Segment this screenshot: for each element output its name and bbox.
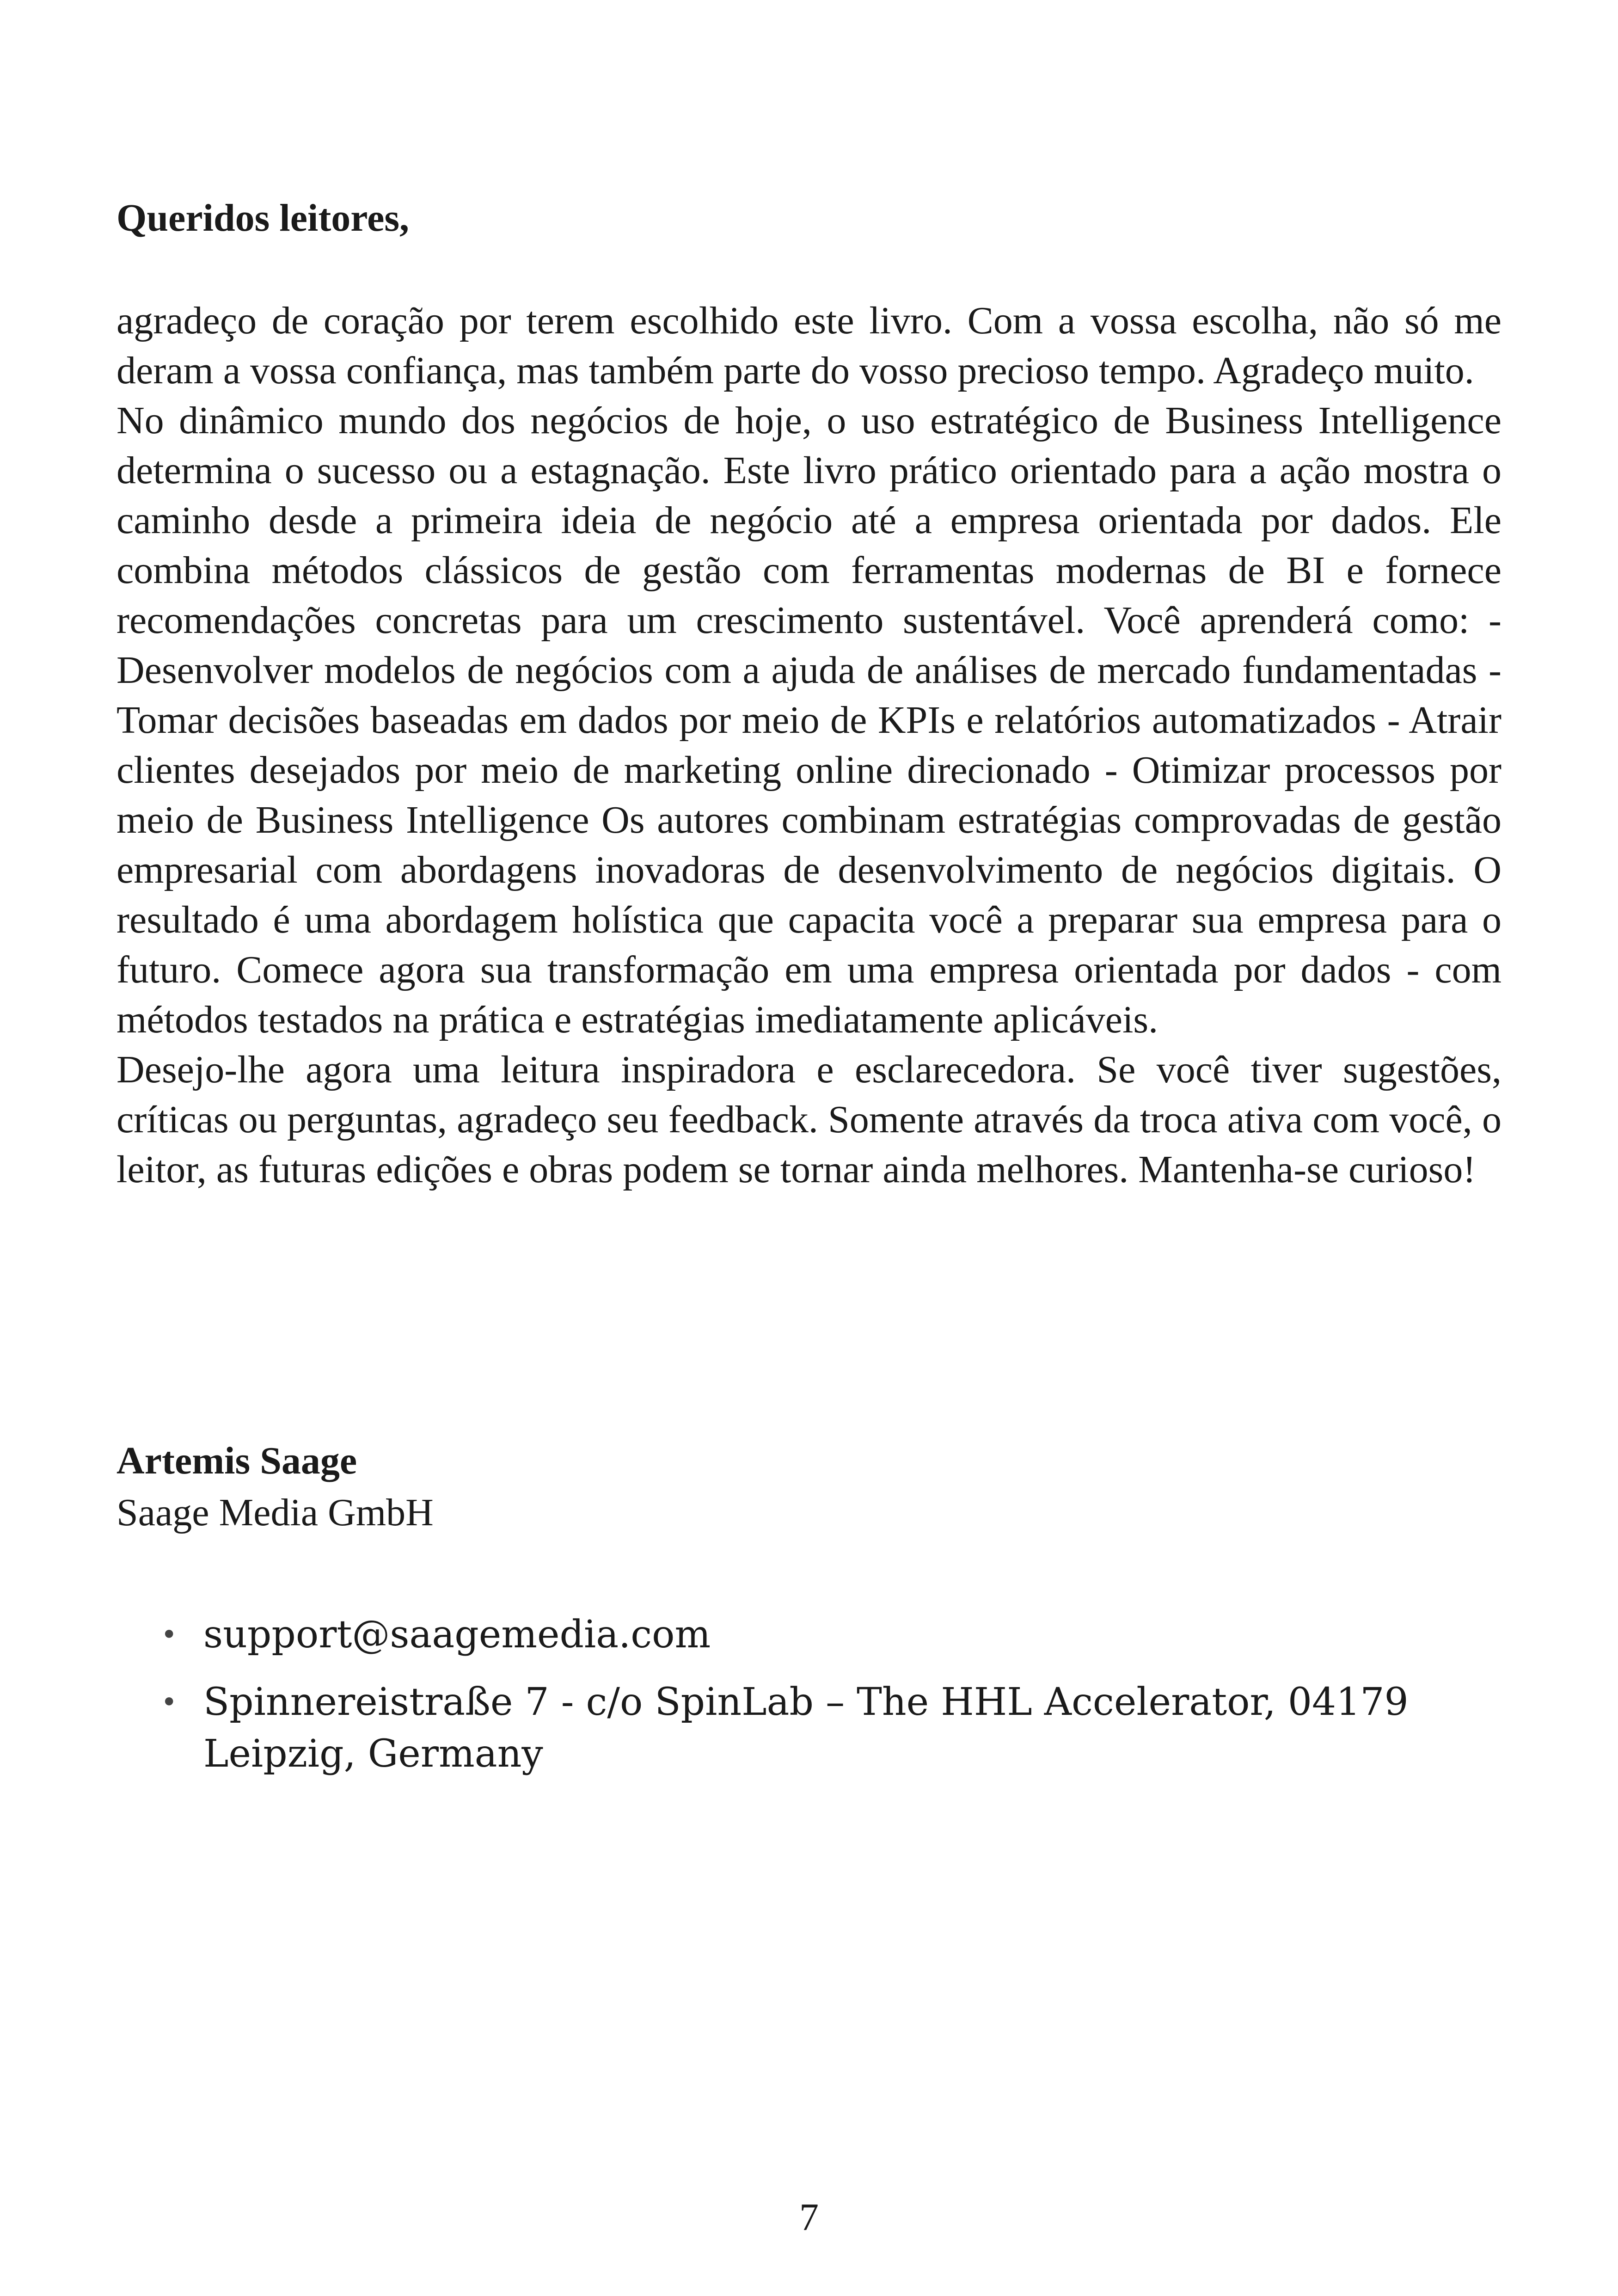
contact-item-address (116, 1676, 1457, 1780)
bullet-icon: • (161, 1619, 178, 1651)
bullet-icon: • (161, 1686, 178, 1719)
letter-body (116, 296, 1502, 1195)
letter-paragraph-thanks: agradeço de coração por terem escolhido este livro. Com a vossa escolha, não só me deram a vossa confiança, mas também parte do vosso precioso tempo. Agradeço muito. (116, 299, 1502, 392)
author-company: Saage Media GmbH (116, 1491, 434, 1534)
letter-paragraph-closing: Desejo-lhe agora uma leitura inspiradora e esclarecedora. Se você tiver sugestões, críticas ou perguntas, agradeço seu feedback. Somente através da troca ativa com você, o leitor, as futuras edições e obras podem se tornar ainda melhores. Mantenha-se curioso! (116, 1048, 1502, 1191)
author-name: Artemis Saage (116, 1439, 357, 1482)
author-signature (116, 1438, 434, 1536)
letter-salutation: Queridos leitores, (116, 196, 410, 239)
contact-email-link[interactable]: support@saagemedia.com (203, 1613, 711, 1657)
letter-paragraph-book-summary: No dinâmico mundo dos negócios de hoje, o uso estratégico de Business Intelligence determina o sucesso ou a estagnação. Este livro prático orientado para a ação mostra o caminho desde a primeira ideia de negócio até a empresa orientada por dados. Ele combina métodos clássicos de gestão com ferramentas modernas de BI e fornece recomendações concretas para um crescimento sustentável. Você aprenderá como: - Desenvolver modelos de negócios com a ajuda de análises de mercado fundamentadas - Tomar decisões baseadas em dados por meio de KPIs e relatórios automatizados - Atrair clientes desejados por meio de marketing online direcionado - Otimizar processos por meio de Business Intelligence Os autores combinam estratégias comprovadas de gestão empresarial com abordagens inovadoras de desenvolvimento de negócios digitais. O resultado é uma abordagem holística que capacita você a preparar sua empresa para o futuro. Comece agora sua transformação em uma empresa orientada por dados - com métodos testados na prática e estratégias imediatamente aplicáveis. (116, 399, 1502, 1041)
contact-list (116, 1609, 1457, 1796)
contact-address: Spinnereistraße 7 - c/o SpinLab – The HHL Accelerator, 04179 Leipzig, Germany (203, 1680, 1409, 1776)
page-number: 7 (799, 2196, 819, 2239)
contact-item-email (116, 1609, 1457, 1661)
